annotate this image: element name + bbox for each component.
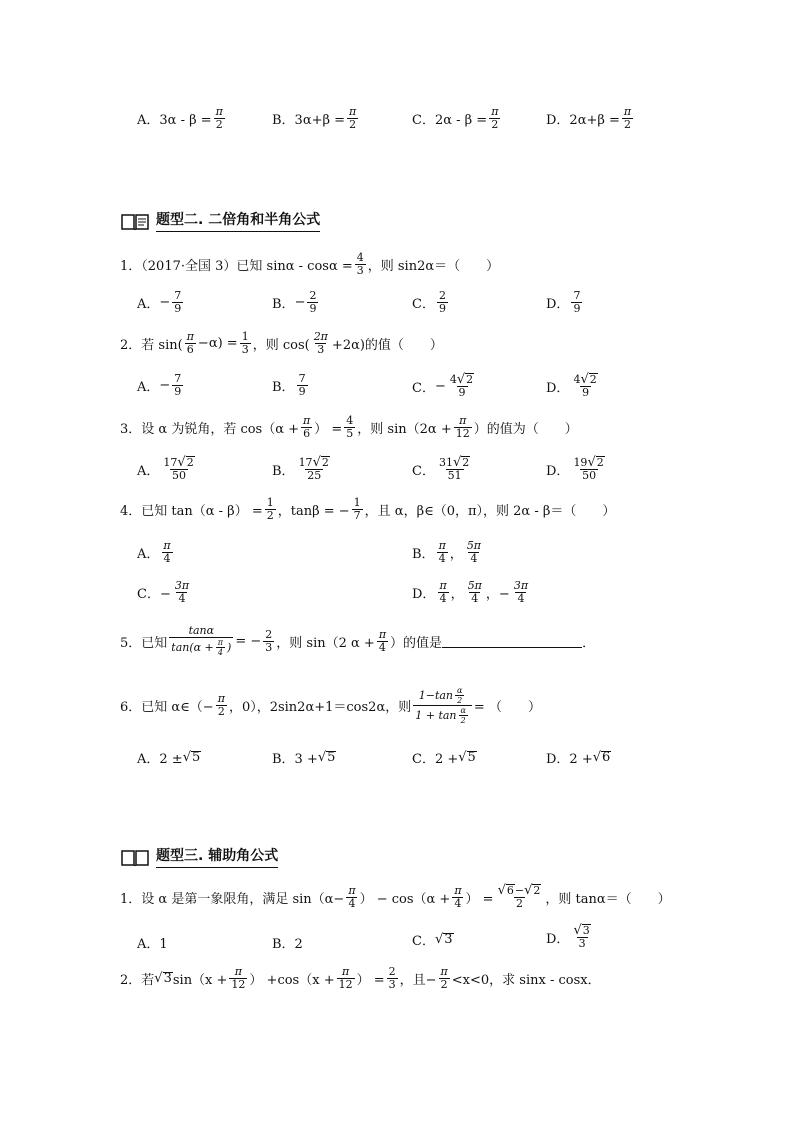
option-b: B． − $\frac{2}{9}$ — [272, 289, 317, 315]
option-c: C． $\frac{2}{9}$ — [412, 289, 446, 315]
option-c: C．2α - β = $\frac{\pi}{2}$ — [412, 105, 499, 131]
option-d: D．2 + √ 6 — [546, 750, 611, 767]
option-a: A． $\frac{\pi}{4}$ — [137, 539, 171, 565]
option-b: B． $\frac{7}{9}$ — [272, 372, 306, 398]
option-c: C．2 + √ 5 — [412, 750, 476, 767]
option-a: A．2 ± √ 5 — [137, 750, 201, 767]
option-a: A．3α - β = $\frac{\pi}{2}$ — [137, 105, 223, 131]
option-b: B．2 — [272, 937, 303, 952]
question-2-2: 2．若 sin( $\frac{\pi}{6}$ −α) = $\frac{1}{3}$ ，则 cos( $\frac{2\pi}{3}$ +2α)的值（ ） — [120, 330, 443, 356]
question-3-1: 1．设 α 是第一象限角，满足 sin（α− $\frac{\pi}{4}$ ） − cos（α + $\frac{\pi}{4}$ ） = √ 6 − √ 2 2 ，则 tanα＝（ ） — [120, 883, 671, 910]
option-a: A．1 — [137, 937, 168, 952]
question-2-1: 1．（2017·全国 3）已知 sinα - cosα = $\frac{4}{3}$ ，则 sin2α＝（ ） — [120, 251, 500, 277]
section-heading-3 — [120, 845, 278, 868]
book-icon — [120, 847, 150, 867]
option-c: C． √ 3 — [412, 932, 453, 949]
option-d: D． √ 3 3 — [546, 923, 590, 950]
option-d: D． 19 √ 2 50 — [546, 455, 604, 482]
option-b: B．3α+β = $\frac{\pi}{2}$ — [272, 105, 357, 131]
section-title: 题型三. 辅助角公式 — [156, 845, 278, 868]
section-title: 题型二. 二倍角和半角公式 — [156, 209, 320, 232]
option-d: D． $\frac{\pi}{4}$ ， $\frac{5\pi}{4}$ ，− $\frac{3\pi}{4}$ — [412, 579, 529, 605]
option-d: D． $\frac{7}{9}$ — [546, 289, 581, 315]
option-c: C． 31 √ 2 51 — [412, 455, 470, 482]
option-a: A． 17 √ 2 50 — [137, 455, 194, 482]
section-heading-2 — [120, 209, 320, 232]
question-3-2: 2．若 √ 3 sin（x + $\frac{\pi}{12}$ ） +cos（x + $\frac{\pi}{12}$ ） = $\frac{2}{3}$ ，且− $\frac{\pi}{2}$ <x<0，求 sinx - cosx． — [120, 965, 601, 991]
question-2-3: 3．设 α 为锐角，若 cos（α + $\frac{\pi}{6}$ ） = $\frac{4}{5}$ ，则 sin（2α + $\frac{\pi}{12}$ ）的值为（ ） — [120, 414, 578, 440]
option-c: C． − 4 √ 2 9 — [412, 372, 474, 399]
question-2-6: 6．已知 α∈（− $\frac{\pi}{2}$ ，0），2sin2α+1＝cos2α，则 1−tan $\frac{\alpha}{2}$ 1 + tan $\frac{\alpha}{2}$ = （ ） — [120, 686, 541, 725]
option-c: C．− $\frac{3\pi}{4}$ — [137, 579, 190, 605]
option-a: A． − $\frac{7}{9}$ — [137, 372, 182, 398]
question-2-5: 5．已知 tanα tan(α + $\frac{\pi}{4}$ ) = − $\frac{2}{3}$ ，则 sin（2 α + $\frac{\pi}{4}$ ）的值是 ． — [120, 624, 596, 657]
option-d: D．2α+β = $\frac{\pi}{2}$ — [546, 105, 632, 131]
option-b: B． 17 √ 2 25 — [272, 455, 329, 482]
answer-blank[interactable] — [442, 635, 582, 648]
option-a: A． − $\frac{7}{9}$ — [137, 289, 182, 315]
option-d: D． 4 √ 2 9 — [546, 372, 597, 399]
question-2-4: 4．已知 tan（α - β） = $\frac{1}{2}$ ，tanβ = − $\frac{1}{7}$ ，且 α，β∈（0，π），则 2α - β＝（ ） — [120, 496, 616, 522]
book-icon — [120, 211, 150, 231]
option-b: B．3 + √ 5 — [272, 750, 336, 767]
option-b: B． $\frac{\pi}{4}$ ， $\frac{5\pi}{4}$ — [412, 539, 482, 565]
